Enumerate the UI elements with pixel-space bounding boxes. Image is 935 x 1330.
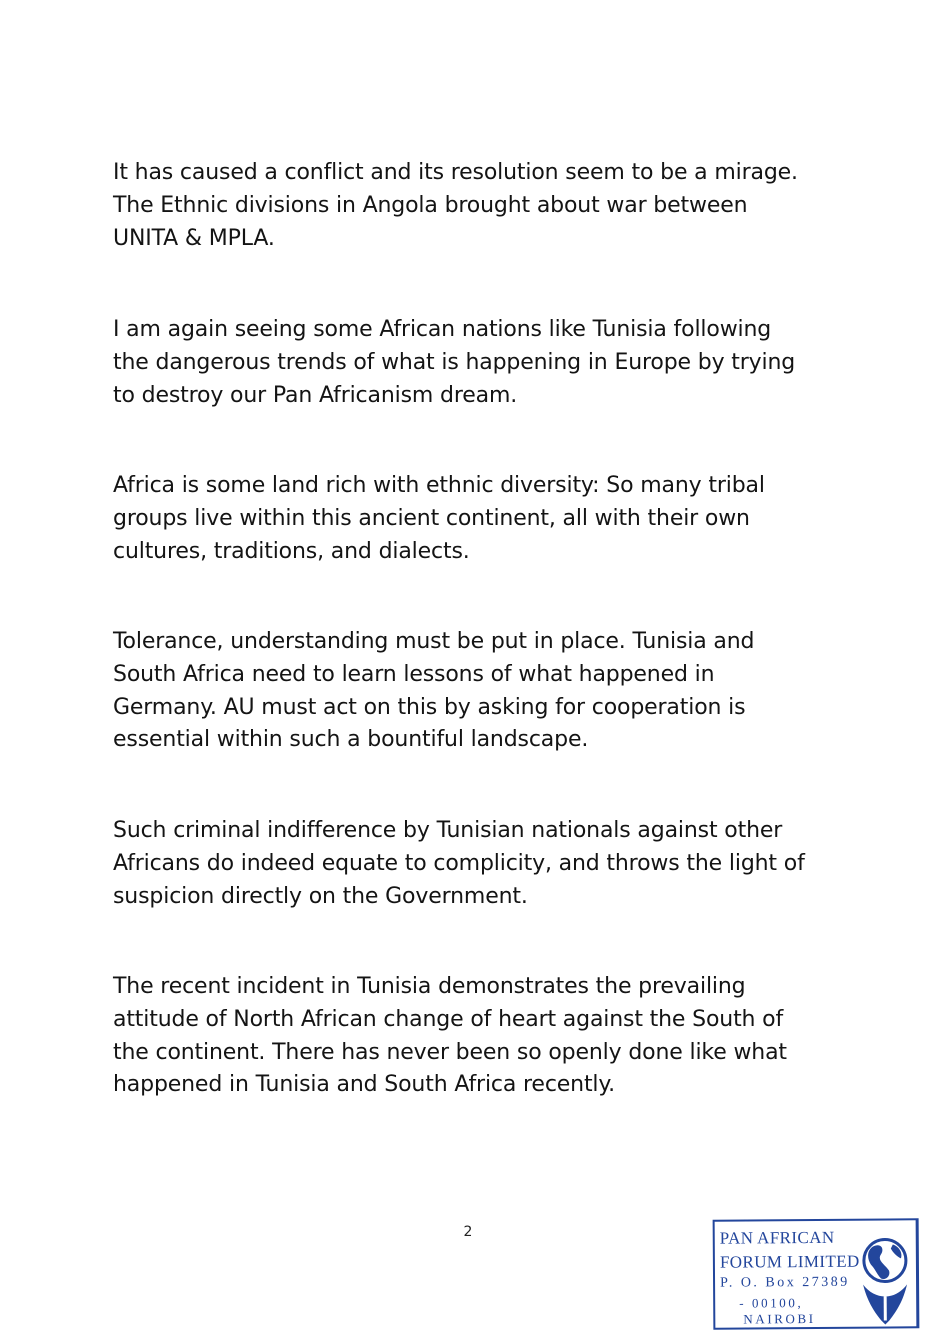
stamp-name-line-2: FORUM LIMITED (719, 1251, 860, 1272)
stamp-city: NAIROBI (743, 1311, 816, 1327)
paragraph-1: It has caused a conflict and its resolution seem to be a mirage. The Ethnic divisions in Angola brought about war between UNITA & MPLA. (113, 160, 798, 251)
page-number: 2 (463, 1224, 473, 1240)
paragraph-4: Tolerance, understanding must be put in place. Tunisia and South Africa need to learn lessons of what happened in Germany. AU must act on this by asking for cooperation is essential within such a bountiful landscape. (113, 629, 755, 753)
organization-stamp (713, 1218, 920, 1329)
stamp-po-box: P. O. Box 27389 (720, 1274, 850, 1291)
paragraph-6: The recent incident in Tunisia demonstrates the prevailing attitude of North African change of heart against the South of the continent. There has never been so openly done like what happened in Tunisia and South Africa recently. (113, 974, 787, 1098)
paragraph-3: Africa is some land rich with ethnic diversity: So many tribal groups live within this ancient continent, all with their own cultures, traditions, and dialects. (113, 473, 765, 564)
paragraph-5: Such criminal indifference by Tunisian nationals against other Africans do indeed equate to complicity, and throws the light of suspicion directly on the Government. (113, 818, 805, 909)
paragraph-2: I am again seeing some African nations like Tunisia following the dangerous trends of what is happening in Europe by trying to destroy our Pan Africanism dream. (113, 317, 796, 408)
stamp-name-line-1: PAN AFRICAN (719, 1227, 835, 1248)
stamp-postal-code: - 00100, (739, 1295, 804, 1311)
globe-torch-logo-icon (855, 1230, 916, 1326)
